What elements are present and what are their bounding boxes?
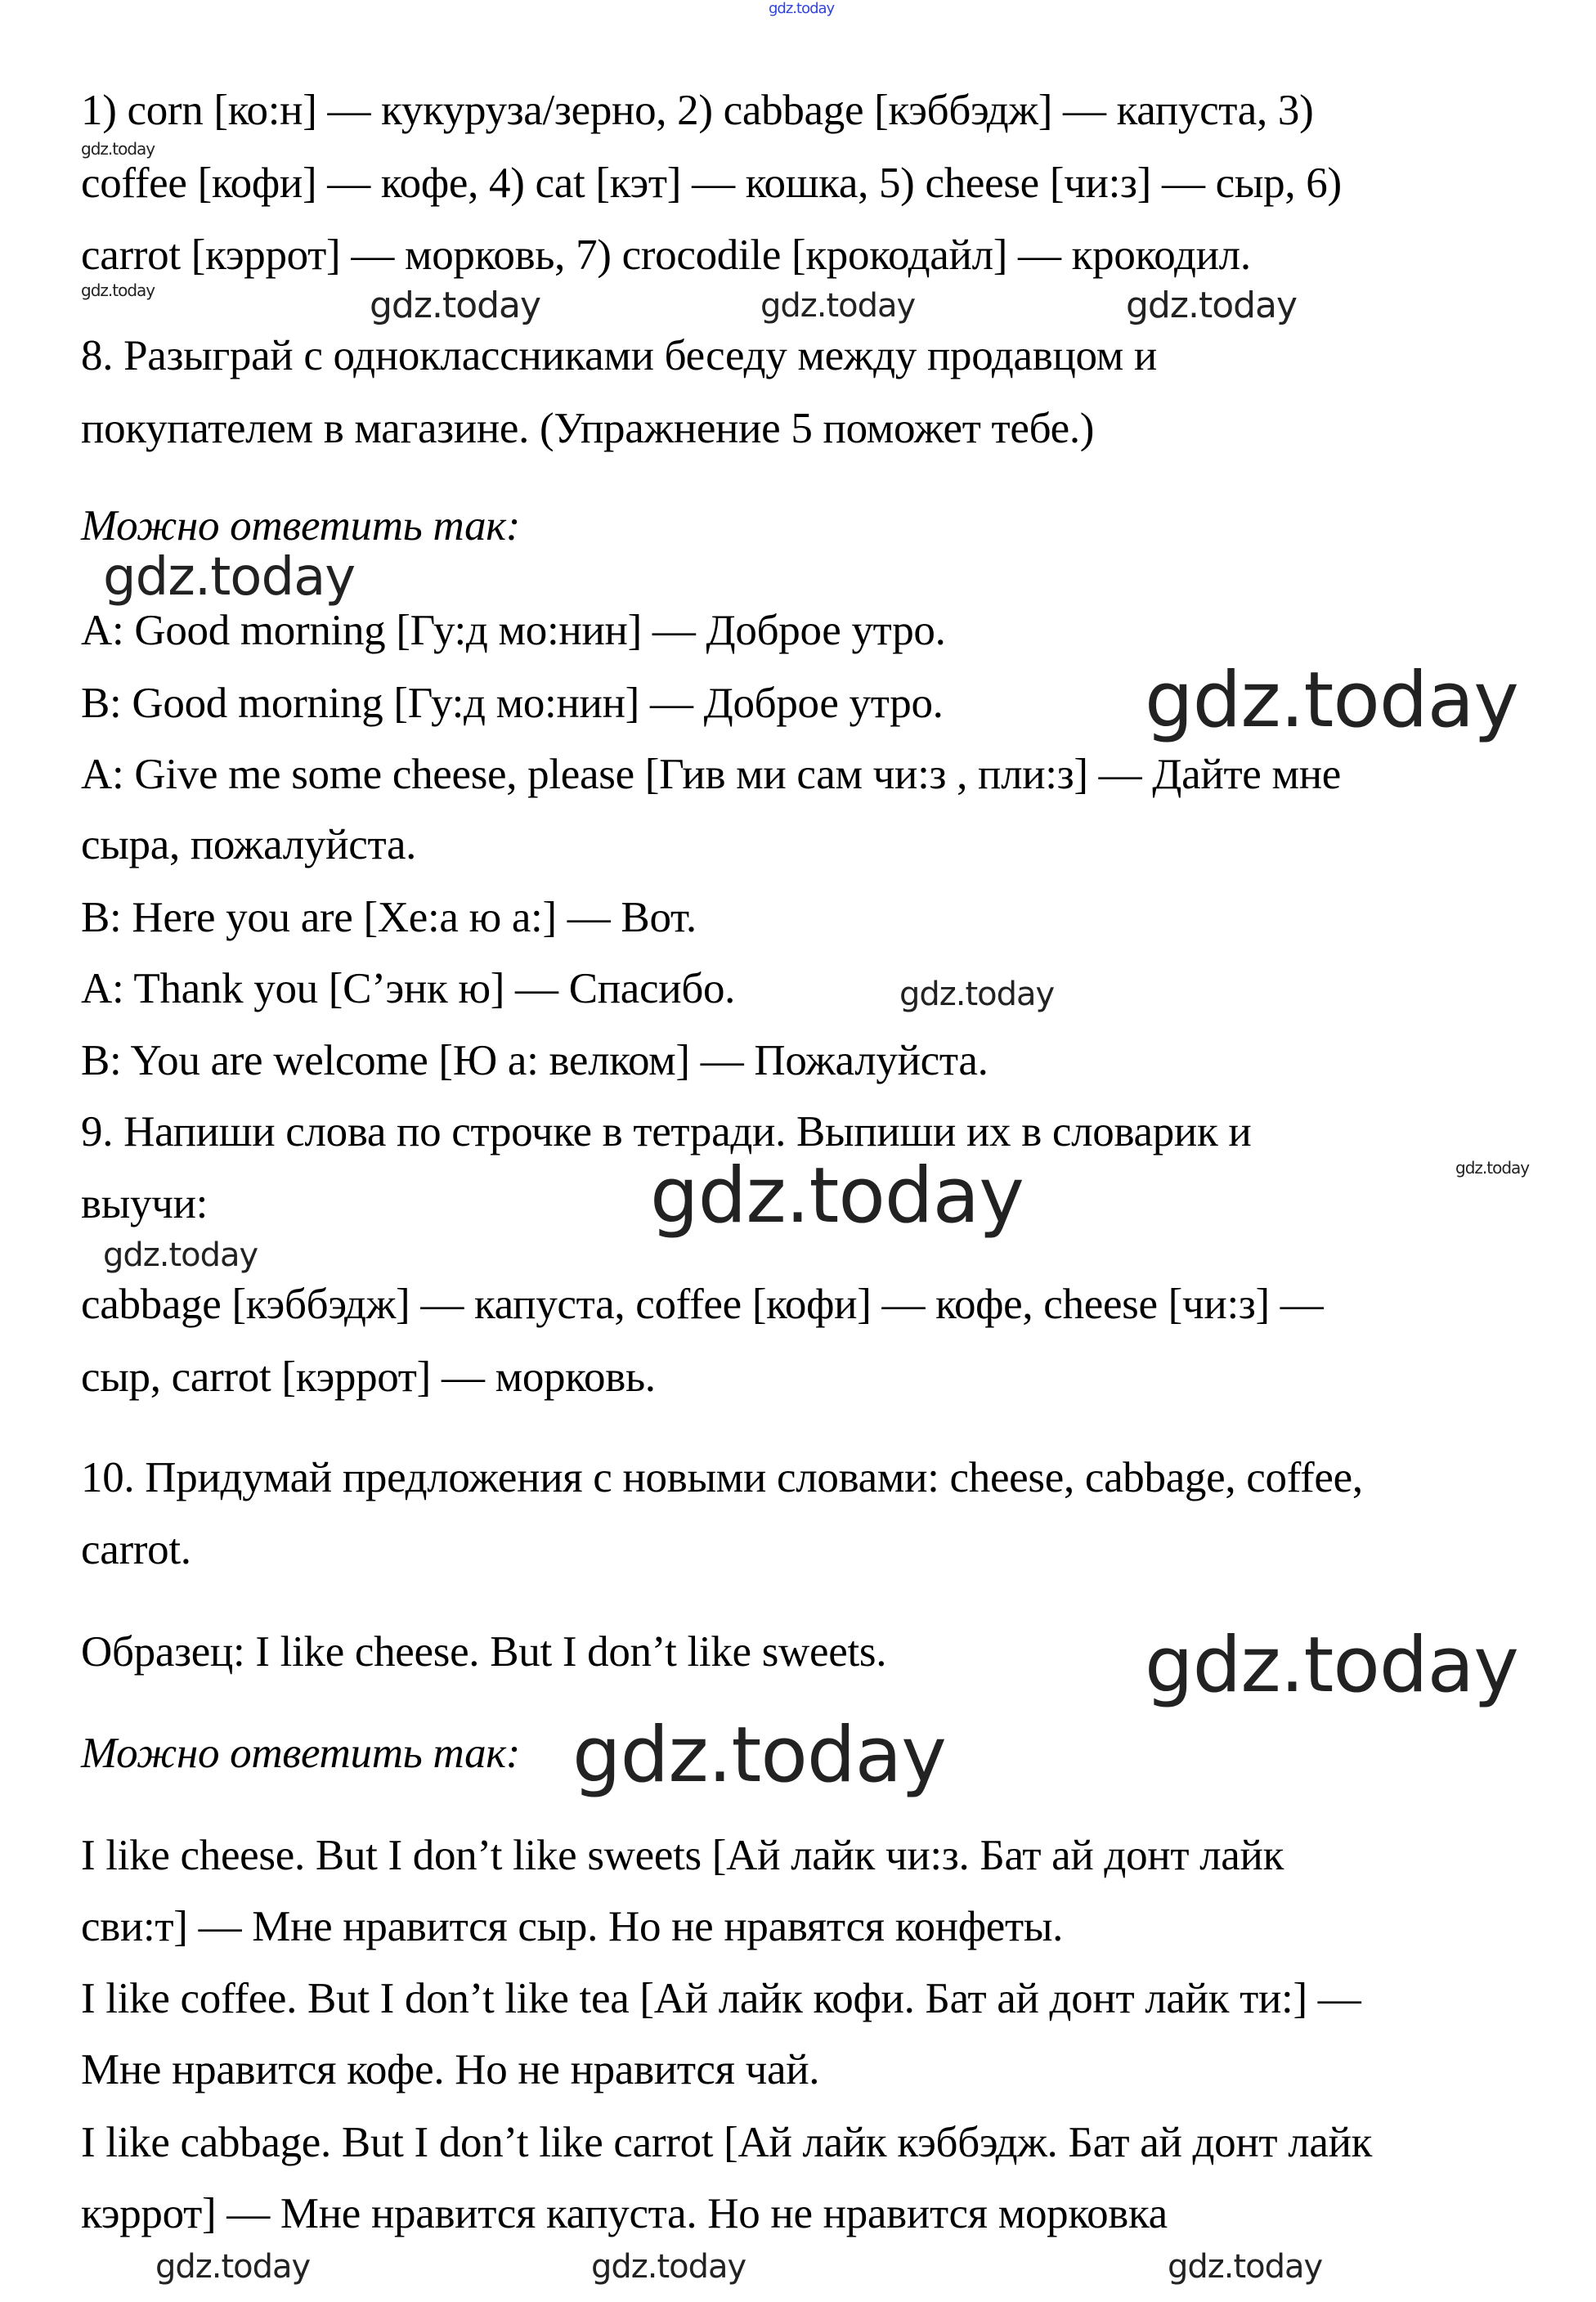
watermark: gdz.today [1145, 1621, 1518, 1710]
watermark: gdz.today [81, 280, 155, 300]
text-line: carrot [кэррот] — морковь, 7) crocodile [крокодайл] — крокодил. [81, 231, 1251, 279]
watermark: gdz.today [572, 1711, 946, 1800]
watermark: gdz.today [760, 287, 916, 325]
dialog-line: B: Good morning [Гу:д мо:нин] — Доброе утро. [81, 680, 944, 727]
dialog-line: сыра, пожалуйста. [81, 821, 417, 868]
watermark: gdz.today [1168, 2248, 1323, 2286]
watermark: gdz.today [370, 285, 541, 326]
watermark: gdz.today [1145, 656, 1518, 745]
dialog-line: A: Thank you [С’энк ю] — Спасибо. [81, 965, 736, 1012]
dialog-line: B: Here you are [Хе:а ю а:] — Вот. [81, 894, 697, 941]
watermark: gdz.today [1126, 285, 1298, 326]
text-line: I like coffee. But I don’t like tea [Ай лайк кофи. Бат ай донт лайк ти:] — [81, 1975, 1361, 2022]
watermark: gdz.today [81, 139, 155, 159]
watermark: gdz.today [769, 0, 835, 17]
text-line: I like cheese. But I don’t like sweets [Ай лайк чи:з. Бат ай донт лайк [81, 1832, 1284, 1879]
watermark: gdz.today [103, 1236, 258, 1274]
example-line: Образец: I like cheese. But I don’t like sweets. [81, 1628, 887, 1676]
exercise-8-heading: покупателем в магазине. (Упражнение 5 поможет тебе.) [81, 405, 1095, 452]
watermark: gdz.today [591, 2248, 746, 2286]
watermark: gdz.today [103, 547, 356, 608]
text-line: coffee [кофи] — кофе, 4) cat [кэт] — кошка, 5) cheese [чи:з] — сыр, 6) [81, 159, 1342, 207]
text-line: cabbage [кэббэдж] — капуста, coffee [кофи] — кофе, cheese [чи:з] — [81, 1281, 1324, 1328]
watermark: gdz.today [899, 976, 1055, 1013]
exercise-9-heading: выучи: [81, 1180, 208, 1227]
answer-intro: Можно ответить так: [81, 1730, 521, 1777]
exercise-10-heading: 10. Придумай предложения с новыми словами: cheese, cabbage, coffee, [81, 1454, 1363, 1501]
exercise-9-heading: 9. Напиши слова по строчке в тетради. Выпиши их в словарик и [81, 1108, 1252, 1155]
exercise-10-heading: carrot. [81, 1526, 191, 1573]
text-line: сви:т] — Мне нравится сыр. Но не нравятся конфеты. [81, 1903, 1064, 1950]
text-line: 1) corn [ко:н] — кукуруза/зерно, 2) cabbage [кэббэдж] — капуста, 3) [81, 87, 1314, 134]
exercise-8-heading: 8. Разыграй с одноклассниками беседу между продавцом и [81, 332, 1157, 379]
text-line: I like cabbage. But I don’t like carrot [Ай лайк кэббэдж. Бат ай донт лайк [81, 2119, 1373, 2166]
watermark: gdz.today [155, 2248, 311, 2286]
answer-intro: Можно ответить так: [81, 502, 521, 550]
dialog-line: A: Good morning [Гу:д мо:нин] — Доброе утро. [81, 607, 946, 654]
watermark: gdz.today [650, 1151, 1024, 1241]
text-line: Мне нравится кофе. Но не нравится чай. [81, 2046, 820, 2093]
watermark: gdz.today [1455, 1158, 1530, 1178]
dialog-line: A: Give me some cheese, please [Гив ми сам чи:з , пли:з] — Дайте мне [81, 751, 1342, 798]
text-line: сыр, carrot [кэррот] — морковь. [81, 1353, 656, 1401]
dialog-line: B: You are welcome [Ю а: велком] — Пожалуйста. [81, 1037, 989, 1084]
text-line: кэррот] — Мне нравится капуста. Но не нравится морковка [81, 2190, 1168, 2237]
